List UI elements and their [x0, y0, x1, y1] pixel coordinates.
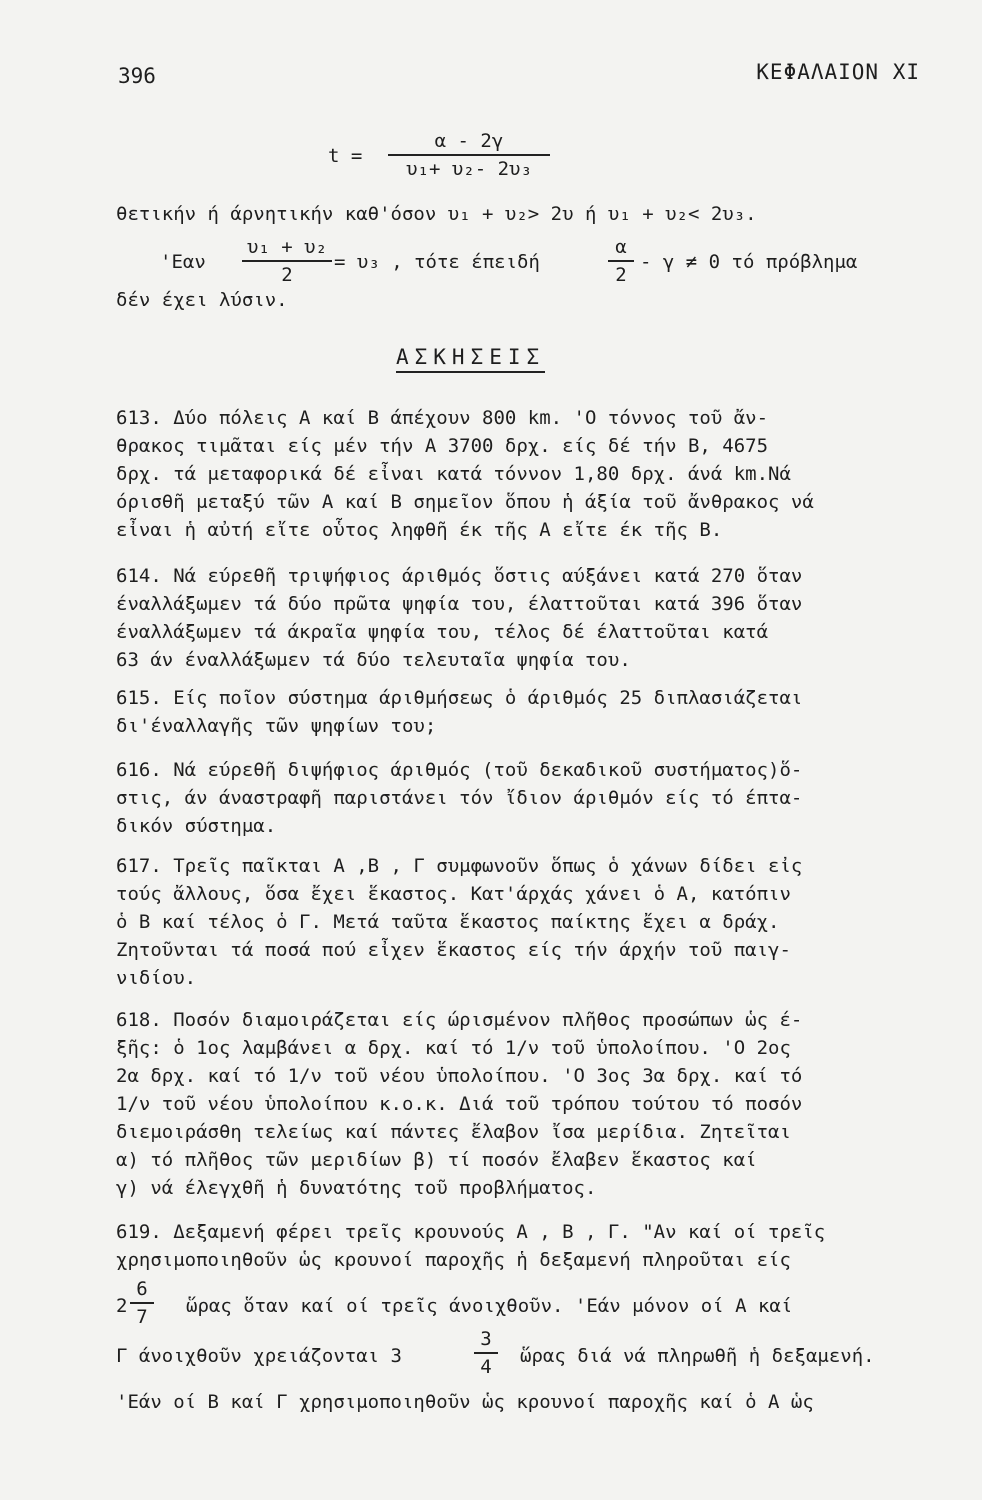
text-line: δρχ. τά μεταφορικά δέ εἶναι κατά τόννον 1,80 δρχ. άνά km.Νά	[116, 463, 791, 485]
text-line: γ) νά έλεγχθῆ ἡ δυνατότης τοῦ προβλήματος.	[116, 1177, 597, 1199]
text-line: 619. Δεξαμενή φέρει τρεῖς κρουνούς Α , Β , Γ. "Αν καί οί τρεῖς	[116, 1221, 826, 1243]
text-line: διεμοιράσθη τελείως καί πάντες ἔλαβον ἴσα μερίδια. Ζητεῖται	[116, 1121, 791, 1143]
fraction-num: 6	[136, 1278, 148, 1300]
text-line: ὥρας ὅταν καί οί τρεῖς άνοιχθοῦν. 'Εάν μόνον οί Α καί	[186, 1295, 793, 1317]
text-line: 615. Είς ποῖον σύστημα άριθμήσεως ὁ άριθμός 25 διπλασιάζεται	[116, 687, 803, 709]
intro-fraction-1-den: 2	[281, 264, 293, 286]
text-line: Γ άνοιχθοῦν χρειάζονται 3	[116, 1345, 402, 1367]
text-line: Ζητοῦνται τά ποσά πού εἶχεν ἕκαστος είς τήν άρχήν τοῦ παιγ-	[116, 939, 791, 961]
chapter-heading: ΚΕΦΑΛΑΙΟΝ XI	[756, 60, 920, 84]
page-number: 396	[118, 64, 156, 88]
text-line: 614. Νά εύρεθῆ τριψήφιος άριθμός ὅστις αύξάνει κατά 270 ὅταν	[116, 565, 803, 587]
formula-denominator: υ₁+ υ₂- 2υ₃	[406, 158, 532, 180]
formula-fraction	[388, 128, 550, 182]
text-line: ὁ Β καί τέλος ὁ Γ. Μετά ταῦτα ἕκαστος παίκτης ἔχει α δράχ.	[116, 911, 780, 933]
text-line: δι'έναλλαγῆς τῶν ψηφίων του;	[116, 715, 437, 737]
formula-lhs: t =	[328, 145, 363, 167]
intro-eav: 'Εαν	[160, 251, 206, 273]
intro-fraction-1-num: υ₁ + υ₂	[246, 236, 328, 258]
intro-line-3: δέν έχει λύσιν.	[116, 289, 288, 311]
intro-fraction-2-num: α	[615, 236, 627, 258]
intro-fraction-2-den: 2	[615, 264, 627, 286]
text-line: 618. Ποσόν διαμοιράζεται είς ώρισμένον πλῆθος προσώπων ὡς έ-	[116, 1009, 803, 1031]
fraction-six-sevenths	[130, 1276, 154, 1330]
fraction-three-quarters	[474, 1326, 498, 1380]
text-line: έναλλάξωμεν τά δύο πρῶτα ψηφία του, έλαττοῦται κατά 396 ὅταν	[116, 593, 803, 615]
text-line: εἶναι ἡ αὐτή εἴτε οὗτος ληφθῆ έκ τῆς Α εἴτε έκ τῆς Β.	[116, 519, 723, 541]
text-line: α) τό πλῆθος τῶν μεριδίων β) τί ποσόν ἔλαβεν ἕκαστος καί	[116, 1149, 757, 1171]
text-line: τούς ἄλλους, ὅσα ἔχει ἕκαστος. Κατ'άρχάς χάνει ὁ Α, κατόπιν	[116, 883, 791, 905]
text-line: νιδίου.	[116, 967, 197, 989]
section-title: ΑΣΚΗΣΕΙΣ	[396, 345, 545, 373]
text-line: στις, άν άναστραφῆ παριστάνει τόν ἴδιον άριθμόν είς τό έπτα-	[116, 787, 803, 809]
intro-line-1: θετικήν ή άρνητικήν καθ'όσον υ₁ + υ₂> 2υ ή υ₁ + υ₂< 2υ₃.	[116, 203, 757, 225]
text-line: θρακος τιμᾶται είς μέν τήν Α 3700 δρχ. είς δέ τήν Β, 4675	[116, 435, 769, 457]
text-line: έναλλάξωμεν τά άκραῖα ψηφία του, τέλος δέ έλαττοῦται κατά	[116, 621, 769, 643]
text-line: 'Εάν οί Β καί Γ χρησιμοποιηθοῦν ὡς κρουνοί παροχῆς καί ὁ Α ὡς	[116, 1391, 814, 1413]
text-line: 613. Δύο πόλεις Α καί Β άπέχουν 800 km. 'Ο τόννος τοῦ ἄν-	[116, 407, 769, 429]
text-line: 2α δρχ. καί τό 1/ν τοῦ νέου ὑπολοίπου. 'Ο 3ος 3α δρχ. καί τό	[116, 1065, 803, 1087]
intro-fraction-2	[608, 234, 634, 288]
text-line: ξῆς: ὁ 1ος λαμβάνει α δρχ. καί τό 1/ν τοῦ ὑπολοίπου. 'Ο 2ος	[116, 1037, 791, 1059]
formula-numerator: α - 2γ	[434, 130, 504, 152]
text-line: 616. Νά εύρεθῆ διψήφιος άριθμός (τοῦ δεκαδικοῦ συστήματος)ὅ-	[116, 759, 803, 781]
text-line: 617. Τρεῖς παῖκται Α ,Β , Γ συμφωνοῦν ὅπως ὁ χάνων δίδει εἰς	[116, 855, 803, 877]
text-line: όρισθῆ μεταξύ τῶν Α καί Β σημεῖον ὅπου ἡ άξία τοῦ ἄνθρακος νά	[116, 491, 814, 513]
mixed-number-whole: 2	[116, 1295, 128, 1317]
intro-mid: = υ₃ , τότε έπειδή	[334, 251, 540, 273]
text-line: ὥρας διά νά πληρωθῆ ἡ δεξαμενή.	[520, 1345, 875, 1367]
intro-fraction-1	[242, 234, 332, 288]
fraction-num: 3	[480, 1328, 492, 1350]
fraction-den: 4	[480, 1356, 492, 1378]
text-line: 1/ν τοῦ νέου ὑπολοίπου κ.ο.κ. Διά τοῦ τρόπου τούτου τό ποσόν	[116, 1093, 803, 1115]
text-line: δικόν σύστημα.	[116, 815, 277, 837]
text-line: 63 άν έναλλάξωμεν τά δύο τελευταῖα ψηφία του.	[116, 649, 631, 671]
text-line: χρησιμοποιηθοῦν ὡς κρουνοί παροχῆς ἡ δεξαμενή πληροῦται είς	[116, 1249, 791, 1271]
fraction-den: 7	[136, 1306, 148, 1328]
intro-tail: - γ ≠ 0 τό πρόβλημα	[640, 251, 858, 273]
